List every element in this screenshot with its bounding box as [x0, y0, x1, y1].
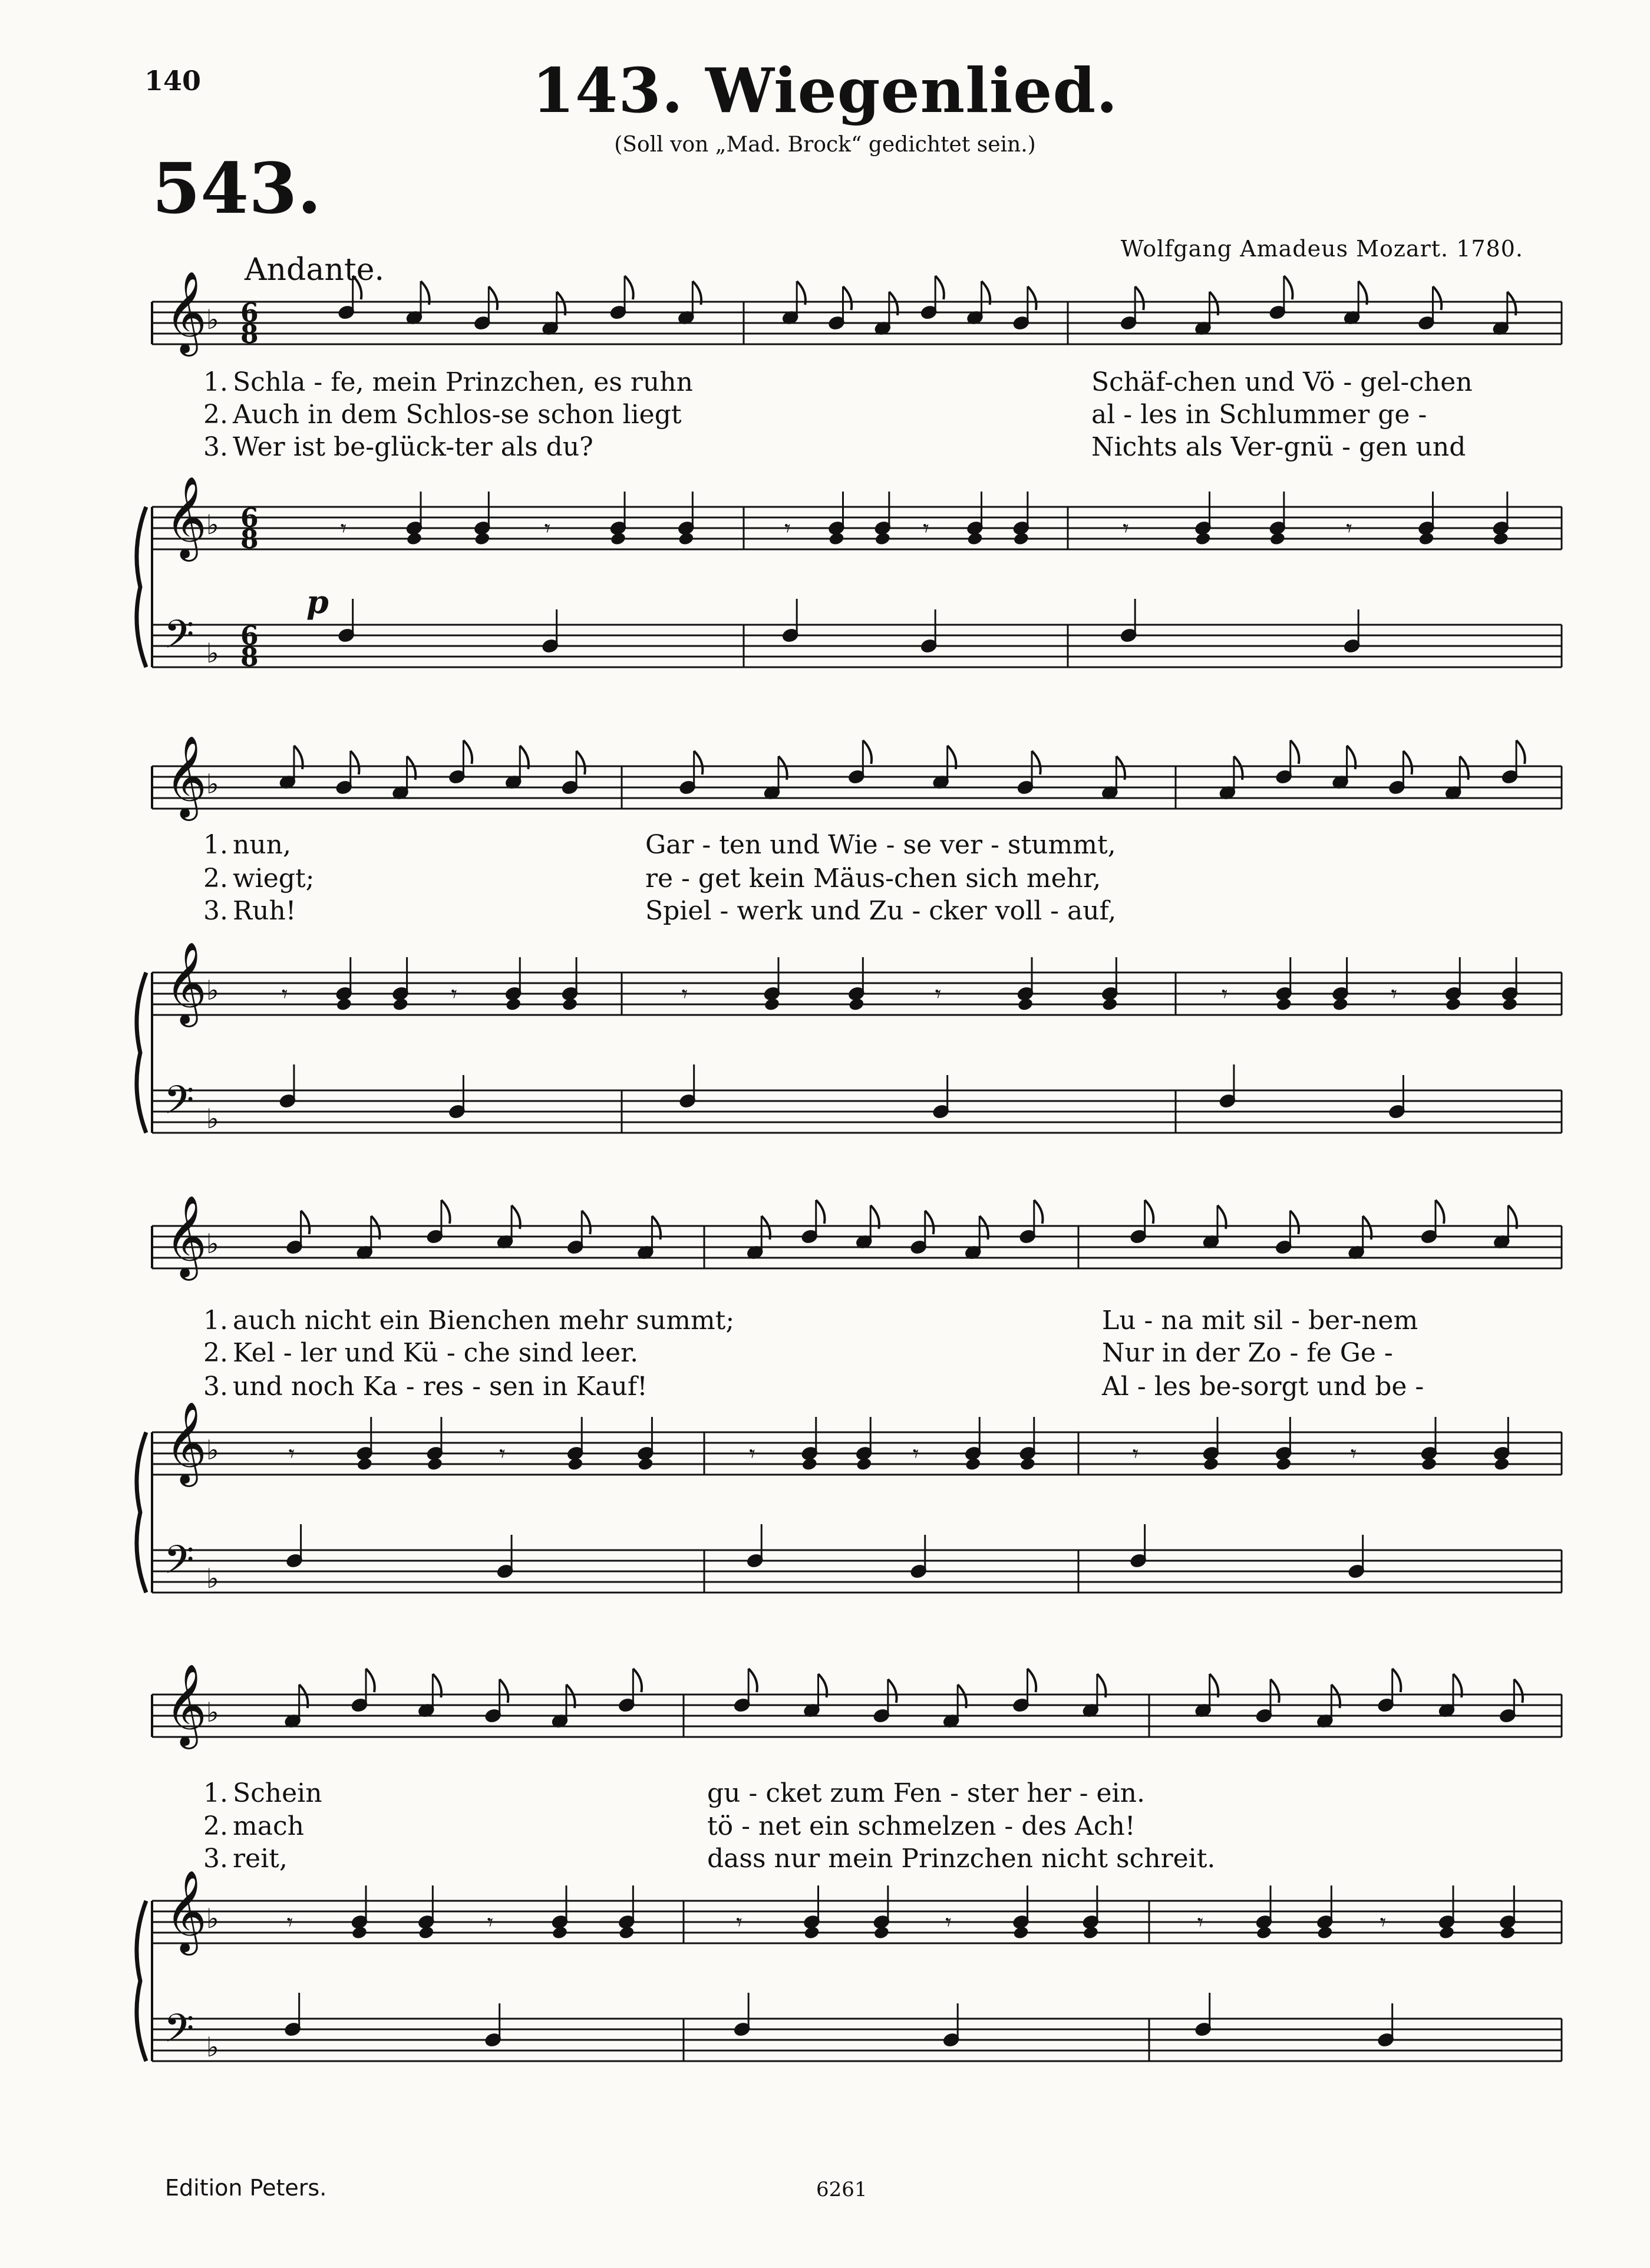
eighth-rest-icon: 𝄾: [784, 515, 791, 542]
lyric-line: auch nicht ein Bienchen mehr summt;: [233, 1306, 735, 1336]
chord-note-head: [637, 1456, 654, 1471]
piano-brace-icon: [137, 1901, 146, 2061]
chord-note-head: [1492, 531, 1509, 546]
eighth-rest-icon: 𝄾: [487, 1909, 494, 1936]
key-flat-icon: ♭: [206, 1228, 219, 1260]
chord-note-head: [1316, 1925, 1334, 1940]
chord-note-head: [1332, 997, 1349, 1011]
chord-note-head: [1082, 1925, 1099, 1940]
song-number: 543.: [152, 147, 322, 229]
chord-note-head: [1012, 1925, 1029, 1940]
key-flat-icon: ♭: [206, 1103, 219, 1135]
system-1: [137, 271, 1562, 673]
time-signature-numerator: 6: [240, 621, 259, 651]
eighth-rest-icon: 𝄾: [681, 981, 688, 1008]
time-signature-denominator: 8: [240, 642, 259, 673]
chord-note-head: [1438, 1925, 1456, 1940]
chord-note-head: [618, 1925, 635, 1940]
chord-note-head: [803, 1925, 820, 1940]
chord-note-head: [392, 997, 409, 1011]
verse-number: 3.: [203, 1844, 228, 1874]
note-flag: [1436, 1200, 1444, 1224]
system-3: [137, 1195, 1562, 1594]
key-flat-icon: ♭: [206, 1562, 219, 1594]
eighth-rest-icon: 𝄾: [1123, 515, 1129, 542]
note-flag: [576, 751, 585, 774]
chord-note-head: [351, 1925, 368, 1940]
note-flag: [748, 1669, 757, 1692]
chord-note-head: [610, 531, 627, 546]
treble-clef-icon: 𝄞: [165, 476, 207, 558]
key-flat-icon: ♭: [206, 304, 219, 335]
publisher-footer: Edition Peters.: [165, 2175, 327, 2201]
bass-clef-icon: 𝄢: [164, 1077, 194, 1132]
verse-number: 1.: [203, 830, 228, 860]
chord-note-head: [474, 531, 491, 546]
lyric-line: tö - net ein schmelzen - des Ach!: [707, 1811, 1136, 1841]
eighth-rest-icon: 𝄾: [736, 1909, 742, 1936]
note-flag: [1403, 751, 1412, 774]
eighth-rest-icon: 𝄾: [912, 1440, 919, 1468]
eighth-rest-icon: 𝄾: [340, 515, 347, 542]
eighth-rest-icon: 𝄾: [281, 981, 288, 1008]
note-flag: [582, 1211, 590, 1234]
treble-clef-icon: 𝄞: [165, 1664, 207, 1746]
bass-clef-icon: 𝄢: [164, 612, 194, 667]
eighth-rest-icon: 𝄾: [935, 981, 942, 1008]
lyric-line: Kel - ler und Kü - che sind leer.: [233, 1338, 639, 1368]
lyric-line: reit,: [233, 1844, 288, 1874]
lyric-line: gu - cket zum Fen - ster her - ein.: [707, 1778, 1145, 1808]
treble-clef-icon: 𝄞: [165, 942, 207, 1024]
chord-note-head: [1445, 997, 1462, 1011]
verse-number: 2.: [203, 1811, 228, 1841]
note-flag: [843, 286, 852, 310]
note-flag: [1290, 1211, 1299, 1234]
eighth-rest-icon: 𝄾: [1346, 515, 1352, 542]
verse-number: 3.: [203, 1372, 228, 1402]
chord-note-head: [552, 1925, 569, 1940]
note-flag: [366, 1669, 375, 1692]
chord-note-head: [874, 531, 891, 546]
chord-note-head: [1418, 531, 1435, 546]
eighth-rest-icon: 𝄾: [945, 1909, 952, 1936]
chord-note-head: [418, 1925, 435, 1940]
eighth-rest-icon: 𝄾: [451, 981, 458, 1008]
note-flag: [1135, 286, 1144, 310]
page-number: 140: [144, 65, 202, 97]
chord-note-head: [1275, 997, 1292, 1011]
piano-brace-icon: [137, 1432, 146, 1593]
chord-note-head: [427, 1456, 444, 1471]
note-flag: [489, 286, 497, 310]
chord-note-head: [1499, 1925, 1516, 1940]
lyric-line: Ruh!: [233, 896, 296, 926]
song-title: 143. Wiegenlied.: [532, 54, 1118, 127]
chord-note-head: [801, 1456, 818, 1471]
verse-number: 2.: [203, 863, 228, 894]
lyric-line: Nichts als Ver-gnü - gen und: [1091, 432, 1466, 462]
time-signature-numerator: 6: [240, 298, 259, 328]
lyric-line: Al - les be-sorgt und be -: [1102, 1372, 1424, 1402]
tempo-marking: Andante.: [245, 252, 385, 288]
note-flag: [694, 751, 703, 774]
lyric-line: Schein: [233, 1778, 322, 1808]
lyric-line: nun,: [233, 830, 291, 860]
chord-note-head: [1194, 531, 1212, 546]
note-flag: [925, 1211, 934, 1234]
note-flag: [351, 751, 359, 774]
verse-number: 2.: [203, 400, 228, 430]
note-flag: [441, 1200, 450, 1224]
treble-clef-icon: 𝄞: [165, 1195, 207, 1277]
lyric-line: Auch in dem Schlos-se schon liegt: [233, 400, 682, 430]
lyric-line: Schla - fe, mein Prinzchen, es ruhn: [233, 367, 693, 397]
chord-note-head: [678, 531, 695, 546]
note-flag: [1514, 1679, 1523, 1703]
note-flag: [863, 740, 872, 764]
system-4: [137, 1664, 1562, 2063]
note-flag: [633, 1669, 642, 1692]
note-flag: [888, 1679, 897, 1703]
note-flag: [816, 1200, 825, 1224]
chord-note-head: [335, 997, 352, 1011]
time-signature-denominator: 8: [240, 319, 259, 350]
eighth-rest-icon: 𝄾: [288, 1440, 295, 1468]
key-flat-icon: ♭: [206, 1903, 219, 1934]
eighth-rest-icon: 𝄾: [1380, 1909, 1387, 1936]
chord-note-head: [1019, 1456, 1036, 1471]
eighth-rest-icon: 𝄾: [1197, 1909, 1204, 1936]
time-signature-denominator: 8: [240, 525, 259, 555]
chord-note-head: [562, 997, 579, 1011]
note-flag: [935, 276, 944, 299]
chord-note-head: [1493, 1456, 1510, 1471]
lyric-line: Nur in der Zo - fe Ge -: [1102, 1338, 1393, 1368]
chord-note-head: [1269, 531, 1286, 546]
chord-note-head: [1421, 1456, 1438, 1471]
verse-number: 2.: [203, 1338, 228, 1368]
chord-note-head: [1203, 1456, 1220, 1471]
composer-credit: Wolfgang Amadeus Mozart. 1780.: [1120, 236, 1523, 262]
lyric-line: Schäf-chen und Vö - gel-chen: [1091, 367, 1473, 397]
chord-note-head: [828, 531, 845, 546]
key-flat-icon: ♭: [206, 637, 219, 669]
bass-clef-icon: 𝄢: [164, 2006, 194, 2061]
note-flag: [353, 276, 362, 299]
chord-note-head: [1017, 997, 1034, 1011]
treble-clef-icon: 𝄞: [165, 736, 207, 817]
key-flat-icon: ♭: [206, 974, 219, 1006]
chord-note-head: [406, 531, 423, 546]
note-flag: [1392, 1669, 1401, 1692]
lyric-line: Spiel - werk und Zu - cker voll - auf,: [645, 896, 1117, 926]
eighth-rest-icon: 𝄾: [1221, 981, 1228, 1008]
note-flag: [1032, 751, 1041, 774]
lyric-line: Wer ist be-glück-ter als du?: [233, 432, 593, 462]
chord-note-head: [505, 997, 522, 1011]
plate-number: 6261: [816, 2178, 867, 2201]
note-flag: [1028, 1669, 1037, 1692]
lyric-line: und noch Ka - res - sen in Kauf!: [233, 1372, 648, 1402]
eighth-rest-icon: 𝄾: [1391, 981, 1398, 1008]
key-flat-icon: ♭: [206, 768, 219, 800]
eighth-rest-icon: 𝄾: [1350, 1440, 1357, 1468]
chord-note-head: [1256, 1925, 1273, 1940]
verse-number: 3.: [203, 432, 228, 462]
verse-number: 1.: [203, 367, 228, 397]
key-flat-icon: ♭: [206, 1696, 219, 1728]
note-flag: [625, 276, 633, 299]
note-flag: [500, 1679, 509, 1703]
eighth-rest-icon: 𝄾: [1132, 1440, 1139, 1468]
chord-note-head: [873, 1925, 890, 1940]
bass-clef-icon: 𝄢: [164, 1537, 194, 1592]
piano-brace-icon: [137, 973, 146, 1133]
eighth-rest-icon: 𝄾: [499, 1440, 506, 1468]
lyric-line: Lu - na mit sil - ber-nem: [1102, 1306, 1418, 1336]
chord-note-head: [965, 1456, 982, 1471]
lyric-line: dass nur mein Prinzchen nicht schreit.: [707, 1844, 1216, 1874]
key-flat-icon: ♭: [206, 1434, 219, 1466]
verse-number: 1.: [203, 1306, 228, 1336]
note-flag: [1516, 740, 1525, 764]
eighth-rest-icon: 𝄾: [544, 515, 551, 542]
note-flag: [1145, 1200, 1154, 1224]
verse-number: 1.: [203, 1778, 228, 1808]
note-flag: [1270, 1679, 1279, 1703]
note-flag: [1028, 286, 1037, 310]
dynamic-marking: p: [306, 583, 329, 621]
lyric-line: re - get kein Mäus-chen sich mehr,: [645, 863, 1101, 894]
lyric-line: mach: [233, 1811, 304, 1841]
chord-note-head: [1012, 531, 1029, 546]
note-flag: [463, 740, 472, 764]
chord-note-head: [764, 997, 781, 1011]
note-flag: [1284, 276, 1293, 299]
system-2: [137, 736, 1562, 1135]
eighth-rest-icon: 𝄾: [286, 1909, 293, 1936]
lyric-line: al - les in Schlummer ge -: [1091, 400, 1427, 430]
treble-clef-icon: 𝄞: [165, 1402, 207, 1484]
treble-clef-icon: 𝄞: [165, 271, 207, 353]
note-flag: [301, 1211, 310, 1234]
chord-note-head: [848, 997, 865, 1011]
chord-note-head: [356, 1456, 373, 1471]
treble-clef-icon: 𝄞: [165, 1870, 207, 1952]
verse-number: 3.: [203, 896, 228, 926]
lyric-line: Gar - ten und Wie - se ver - stummt,: [645, 830, 1116, 860]
chord-note-head: [1101, 997, 1118, 1011]
chord-note-head: [966, 531, 984, 546]
key-flat-icon: ♭: [206, 509, 219, 540]
time-signature-numerator: 6: [240, 503, 259, 533]
chord-note-head: [567, 1456, 584, 1471]
chord-note-head: [1275, 1456, 1292, 1471]
note-flag: [1433, 286, 1442, 310]
eighth-rest-icon: 𝄾: [923, 515, 929, 542]
key-flat-icon: ♭: [206, 2031, 219, 2063]
note-flag: [1291, 740, 1299, 764]
eighth-rest-icon: 𝄾: [749, 1440, 755, 1468]
chord-note-head: [856, 1456, 873, 1471]
song-subtitle: (Soll von „Mad. Brock“ gedichtet sein.): [614, 133, 1036, 157]
chord-note-head: [1502, 997, 1519, 1011]
lyric-line: wiegt;: [233, 863, 315, 894]
piano-brace-icon: [137, 507, 146, 667]
note-flag: [1034, 1200, 1043, 1224]
